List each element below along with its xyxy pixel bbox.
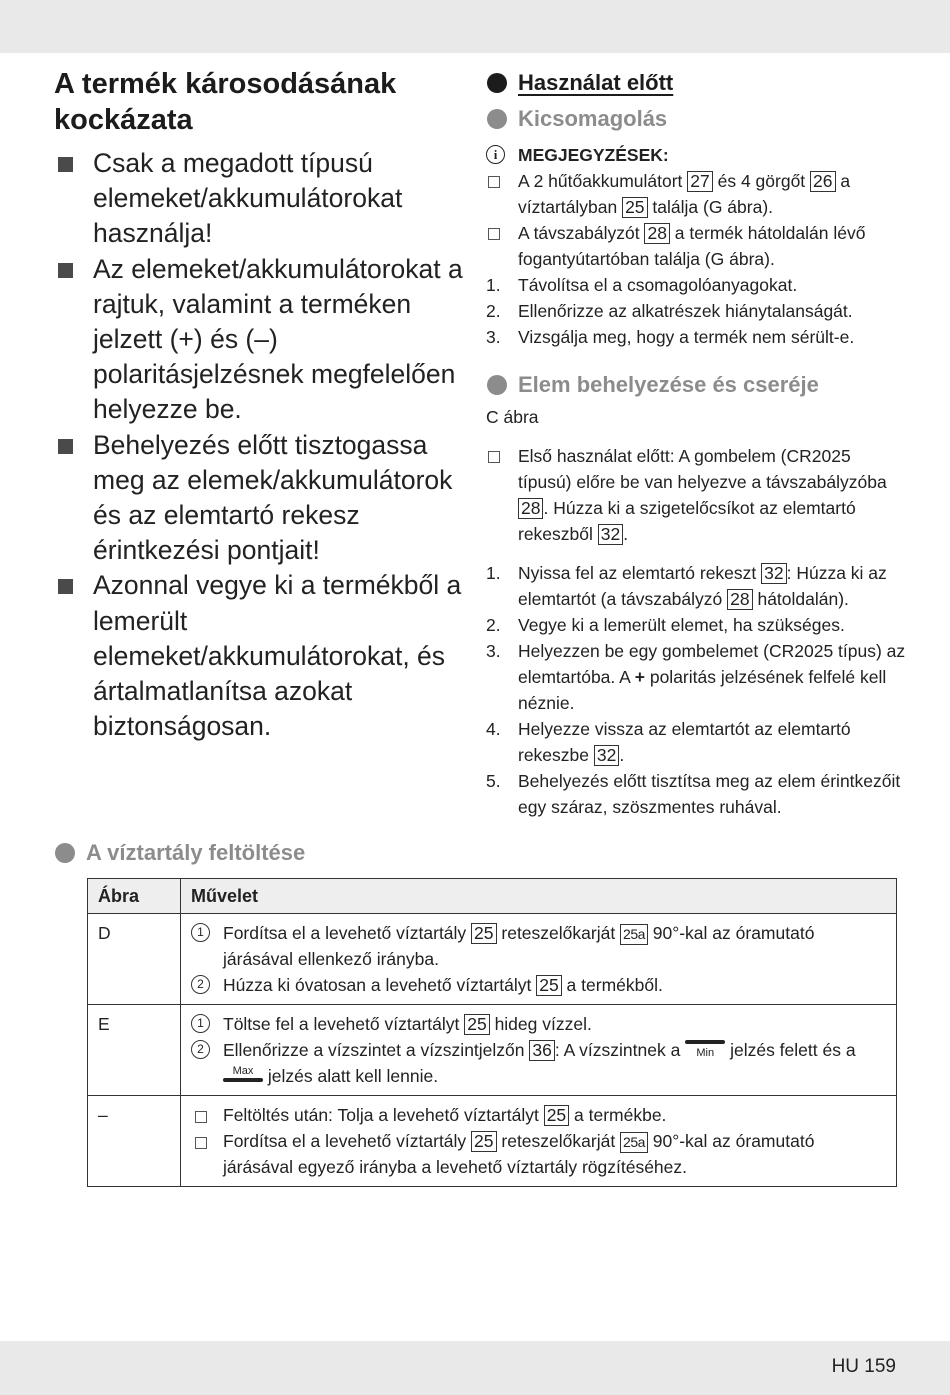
part-ref: 28 bbox=[727, 589, 752, 610]
part-ref: 25 bbox=[544, 1105, 569, 1126]
circled-number-icon: 1 bbox=[191, 1014, 210, 1033]
max-level-mark-icon: Max bbox=[223, 1065, 263, 1085]
part-ref: 28 bbox=[518, 498, 543, 519]
figure-cell: D bbox=[88, 914, 181, 1005]
square-bullet-icon bbox=[58, 263, 73, 278]
table-row bbox=[88, 1096, 897, 1187]
note-item: Első használat előtt: A gombelem (CR2025 típusú) előre be van helyezve a távszabályzóba 28 . Húzza ki a szigetelőcsíkot az elemtartó rekeszből 32 . bbox=[486, 443, 906, 547]
checkbox-bullet-icon bbox=[488, 228, 500, 240]
unpacking-heading: Kicsomagolás bbox=[486, 104, 906, 134]
step-item: 2 Ellenőrizze a vízszintet a vízszintjelzőn 36 : A vízszintnek a Min jelzés felett és a Max jelzés alatt kell lennie. bbox=[191, 1037, 886, 1089]
figure-cell: – bbox=[88, 1096, 181, 1187]
part-ref: 25a bbox=[620, 924, 648, 945]
bullet-dot-icon bbox=[487, 73, 507, 93]
header-band bbox=[0, 0, 950, 53]
page-number: HU 159 bbox=[831, 1356, 896, 1377]
note-item: A távszabályzót 28 a termék hátoldalán lévő fogantyútartóban találja (G ábra). bbox=[486, 220, 906, 272]
part-ref: 28 bbox=[644, 223, 669, 244]
bullet-dot-icon bbox=[55, 843, 75, 863]
table-row bbox=[88, 914, 897, 1005]
table-header-row bbox=[88, 879, 897, 914]
checkbox-bullet-icon bbox=[195, 1137, 207, 1149]
right-column bbox=[486, 68, 906, 820]
list-item: 3. Vizsgálja meg, hogy a termék nem sérült-e. bbox=[486, 327, 855, 347]
list-item: 1. Távolítsa el a csomagolóanyagokat. bbox=[486, 275, 798, 295]
part-ref: 32 bbox=[594, 745, 619, 766]
bullet-dot-icon bbox=[487, 109, 507, 129]
step-item: Feltöltés után: Tolja a levehető víztartályt 25 a termékbe. bbox=[191, 1102, 886, 1128]
list-item: 4. Helyezze vissza az elemtartót az elemtartó rekeszbe 32 . bbox=[486, 719, 851, 765]
damage-risk-section bbox=[54, 66, 464, 744]
figure-cell: E bbox=[88, 1005, 181, 1096]
step-item: 1 Fordítsa el a levehető víztartály 25 reteszelőkarját 25a 90°-kal az óramutató járásával ellenkező irányba. bbox=[191, 920, 886, 972]
part-ref: 25 bbox=[471, 923, 496, 944]
bullet-dot-icon bbox=[487, 375, 507, 395]
battery-steps bbox=[486, 560, 906, 820]
notes-list bbox=[486, 168, 906, 272]
part-ref: 32 bbox=[761, 563, 786, 584]
fill-tank-heading: A víztartály feltöltése bbox=[54, 838, 305, 868]
operation-cell bbox=[181, 1096, 897, 1187]
operations-table bbox=[87, 878, 897, 1187]
part-ref: 26 bbox=[810, 171, 835, 192]
part-ref: 36 bbox=[529, 1040, 554, 1061]
warning-text: Az elemeket/akkumulátorokat a rajtuk, valamint a terméken jelzett (+) és (–) polaritásjelzésnek megfelelően helyezze be. bbox=[93, 253, 463, 425]
circled-number-icon: 2 bbox=[191, 1040, 210, 1059]
info-icon: i bbox=[486, 145, 505, 164]
checkbox-bullet-icon bbox=[195, 1111, 207, 1123]
checkbox-bullet-icon bbox=[488, 451, 500, 463]
note-item: A 2 hűtőakkumulátort 27 és 4 görgőt 26 a víztartályban 25 találja (G ábra). bbox=[486, 168, 906, 220]
figure-reference: C ábra bbox=[486, 407, 539, 427]
list-item: 2. Ellenőrizze az alkatrészek hiánytalanságát. bbox=[486, 301, 853, 321]
checkbox-bullet-icon bbox=[488, 176, 500, 188]
step-item: Fordítsa el a levehető víztartály 25 reteszelőkarját 25a 90°-kal az óramutató járásával egyező irányba a levehető víztartály rögzítéséhez. bbox=[191, 1128, 886, 1180]
warning-item bbox=[54, 568, 464, 744]
operation-cell bbox=[181, 914, 897, 1005]
damage-risk-title: A termék károsodásának kockázata bbox=[54, 68, 397, 136]
step-item: 1 Töltse fel a levehető víztartályt 25 hideg vízzel. bbox=[191, 1011, 886, 1037]
square-bullet-icon bbox=[58, 439, 73, 454]
circled-number-icon: 1 bbox=[191, 923, 210, 942]
step-item: 2 Húzza ki óvatosan a levehető víztartályt 25 a termékből. bbox=[191, 972, 886, 998]
square-bullet-icon bbox=[58, 579, 73, 594]
list-item: 3. Helyezzen be egy gombelemet (CR2025 típus) az elemtartóba. A + polaritás jelzésének felfelé kell néznie. bbox=[486, 641, 906, 713]
list-item: 5. Behelyezés előtt tisztítsa meg az elem érintkezőit egy száraz, szöszmentes ruhával. bbox=[486, 771, 901, 817]
circled-number-icon: 2 bbox=[191, 975, 210, 994]
part-ref: 32 bbox=[598, 524, 623, 545]
part-ref: 25a bbox=[620, 1132, 648, 1153]
warning-item bbox=[54, 146, 464, 252]
warning-item bbox=[54, 252, 464, 428]
part-ref: 25 bbox=[471, 1131, 496, 1152]
footer-band bbox=[0, 1341, 950, 1395]
part-ref: 25 bbox=[464, 1014, 489, 1035]
part-ref: 25 bbox=[622, 197, 647, 218]
battery-heading: Elem behelyezése és cseréje bbox=[486, 370, 906, 400]
list-item: 1. Nyissa fel az elemtartó rekeszt 32 : Húzza ki az elemtartót (a távszabályzó 28 hátoldalán). bbox=[486, 563, 887, 609]
warning-item bbox=[54, 428, 464, 569]
square-bullet-icon bbox=[58, 157, 73, 172]
column-header-figure: Ábra bbox=[88, 879, 181, 914]
unpack-steps bbox=[486, 272, 906, 350]
notes-heading: i MEGJEGYZÉSEK: bbox=[486, 142, 906, 168]
min-level-mark-icon: Min bbox=[685, 1039, 725, 1059]
part-ref: 25 bbox=[536, 975, 561, 996]
warning-text: Csak a megadott típusú elemeket/akkumulátorokat használja! bbox=[93, 148, 403, 249]
warning-text: Behelyezés előtt tisztogassa meg az elemek/akkumulátorok és az elemtartó rekesz érintkezési pontjait! bbox=[93, 429, 453, 566]
column-header-operation: Művelet bbox=[181, 879, 897, 914]
warning-list bbox=[54, 146, 464, 744]
operation-cell bbox=[181, 1005, 897, 1096]
part-ref: 27 bbox=[687, 171, 712, 192]
first-use-note bbox=[486, 443, 906, 547]
before-use-heading: Használat előtt bbox=[486, 68, 906, 98]
list-item: 2. Vegye ki a lemerült elemet, ha szükséges. bbox=[486, 615, 845, 635]
table-row bbox=[88, 1005, 897, 1096]
warning-text: Azonnal vegye ki a termékből a lemerült elemeket/akkumulátorokat, és ártalmatlanítsa azokat biztonságosan. bbox=[93, 570, 462, 742]
